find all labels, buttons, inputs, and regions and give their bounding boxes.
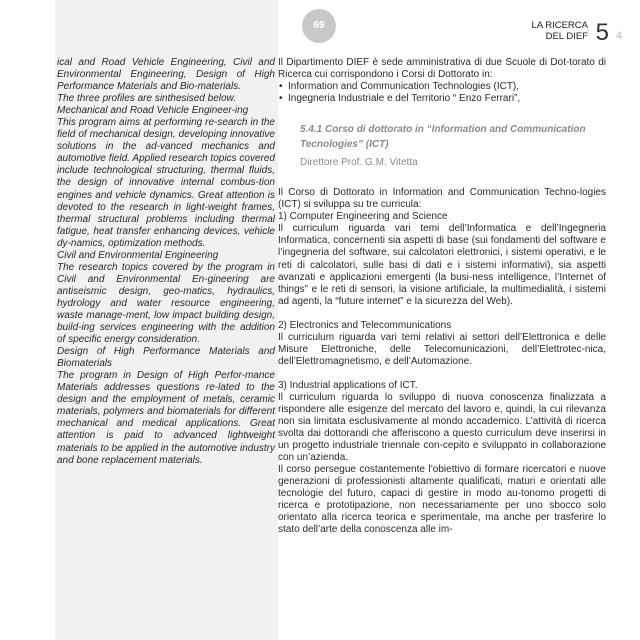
left-heading: Mechanical and Road Vehicle Engineer-ing [57,105,249,117]
left-column-text [57,57,275,467]
ict-intro-paragraph: Il Corso di Dottorato in Information and Communication Techno-logies (ICT) si sviluppa su tre curricula: [278,187,606,211]
left-paragraph: The research topics covered by the program in Civil and Environmental En-gineering are antiseismic design, geo-matics, hydraulics, hydrology and water resource engineering, waste manage-ment, low impact building design, build-ing services engineering with the addition of specific energy consideration. [57,261,275,346]
page-number: 69 [313,20,325,31]
left-heading: Design of High Performance Materials and Biomaterials [57,346,275,370]
right-column-text [278,57,606,537]
section-header [532,20,589,42]
list-item [279,81,606,93]
curriculum-2-title: 2) Electronics and Telecommunications [278,319,452,331]
section-title-line1: LA RICERCA [531,20,588,31]
list-item-text: Information and Communication Technologies (ICT), [288,81,520,93]
left-paragraph: The three profiles are sinthesised below. [57,93,236,105]
left-heading: Civil and Environmental Engineering [57,249,219,261]
doctorate-list [278,81,606,105]
section-number: 5 [595,19,609,46]
curriculum-3-text: Il curriculum riguarda lo sviluppo di nuova conoscenza finalizzata a rispondere alle esigenze del mercato del lavoro e, quindi, la cui rilevanza non sia limitata esclusivamente al mondo accademico. L’attività di ricerca svolta dai dottorandi che afferiscono a questo curriculum deve inserirsi in un progetto industriale triennale con-cepito e sviluppato in collaborazione con un’azienda. [278,391,606,464]
curriculum-3-text: Il corso persegue costantemente l’obiettivo di formare ricercatori e nuove generazioni di professionisti altamente qualificati, maturi e orientati alle tecnologie del futuro, capaci di gestire in modo au-tonomo progetti di ricerca e prototipazione, non necessariamente per uno sbocco solo orientato alla ricerca teorica e sperimentale, ma anche per trasferire lo stato dell’arte della conoscenza alle im- [278,464,606,536]
left-paragraph: This program aims at performing re-search in the field of mechanical design, developing innovative solutions in the ad-vanced mechanics and automotive field. Applied research topics covered include technological structuring, thermal fluids, the design of innovative internal combus-tion engines and vehicle dynamics. Great attention is devoted to the research in light-weight frames, thermal structural problems including thermal fatigue, heat transfer enhancing devices, vehicle dy-namics, optimization methods. [57,117,275,249]
left-paragraph: ical and Road Vehicle Engineering, Civil and Environmental Engineering, Design of High Performance Materials and Bio-materials. [57,57,275,93]
curriculum-1-text: Il curriculum riguarda vari temi dell’Informatica e dell’Ingegneria Informatica, concernenti sia aspetti di base (sui fondamenti del software e l’ingegneria del software, sui calcolatori elettronici, i sistemi operativi, e le reti di calcolatori, sulle basi di dati e i sistemi informativi), sia aspetti avanzati e applicazioni emergenti (la busi-ness intelligence, l’Internet of things” e le reti di sensori, la visione artificiale, la multimedialità, i sistemi ad agenti, la “future internet” e la sicurezza del Web). [278,223,606,307]
list-item [279,93,606,105]
subsection-heading: 5.4.1 Corso di dottorato in “Information and Communication Tecnologies” (ICT) [300,124,586,150]
curriculum-3-title: 3) Industrial applications of ICT. [278,379,418,391]
section-subnumber: 4 [615,30,622,42]
bullet-icon: • [279,81,283,93]
section-title-line2: DEL DIEF [545,31,588,42]
curriculum-1-title: 1) Computer Engineering and Science [278,211,448,223]
intro-paragraph: Il Dipartimento DIEF è sede amministrativa di due Scuole di Dot-torato di Ricerca cui corrispondono i Corsi di Dottorato in: [278,57,606,81]
bullet-icon: • [279,93,283,105]
list-item-text: Ingegneria Industriale e del Territorio “ Enzo Ferrari”, [288,93,521,105]
director-line: Direttore Prof. G.M. Vitetta [300,157,418,169]
left-paragraph: The program in Design of High Perfor-mance Materials addresses questions re-lated to the design and the employment of metals, ceramic materials, polymers and biomaterials for different mechanical and medical applications. Great attention is paid to advanced lightweight materials to be applied in the automotive industry and bone replacement materials. [57,370,275,466]
curriculum-2-text: Il curriculum riguarda vari temi relativi ai settori dell’Elettronica e delle Misure Elettroniche, delle Telecomunicazioni, dell’Elettrotec-nica, dell’Elettromagnetismo, e dell’Automazione. [278,331,606,367]
page-number-badge [302,9,336,43]
